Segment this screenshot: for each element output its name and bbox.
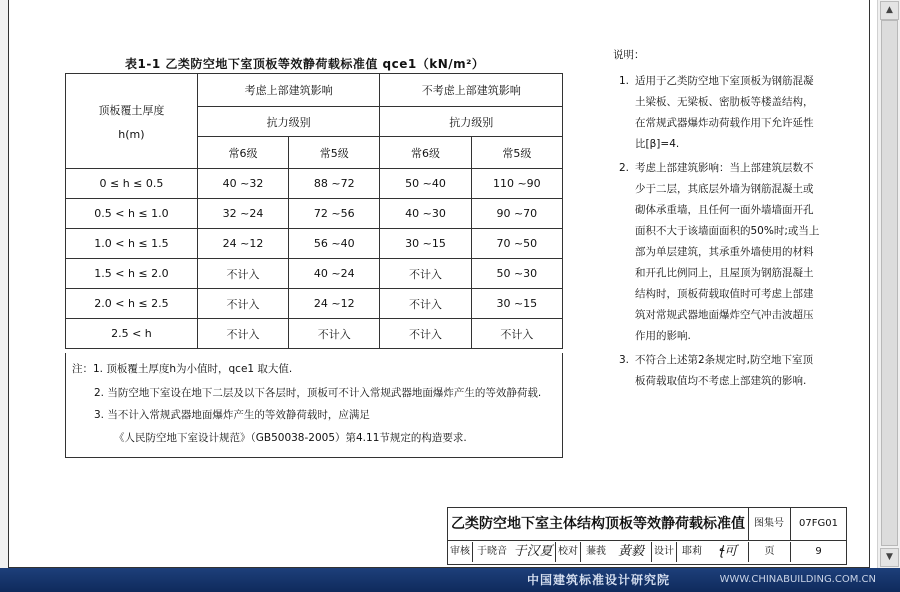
scroll-down-button[interactable]: ▼ — [880, 548, 899, 567]
explanation-line: 不符合上述第2条规定时,防空地下室顶 — [635, 354, 814, 366]
atlas-number: 07FG01 — [799, 518, 838, 529]
explanation-item — [613, 158, 843, 347]
table-row — [66, 259, 563, 289]
header-resist-level-1: 抗力级别 — [197, 107, 380, 137]
load-value: 30 ~15 — [471, 289, 562, 319]
load-value: 90 ~70 — [471, 199, 562, 229]
header-soil-depth — [66, 74, 198, 169]
check-label: 校对 — [556, 542, 581, 562]
load-value: 40 ~30 — [380, 199, 471, 229]
load-value: 40 ~32 — [197, 169, 288, 199]
load-value: 50 ~30 — [471, 259, 562, 289]
explanation-line: 少于二层，其底层外墙为钢筋混凝土或 — [635, 183, 814, 195]
load-value: 110 ~90 — [471, 169, 562, 199]
checker-signature: 黃毅 — [611, 542, 652, 562]
explanation-line: 在常规武器爆炸动荷载作用下允许延性 — [635, 117, 814, 129]
load-value: 不计入 — [380, 259, 471, 289]
explanation-line: 筑对常规武器地面爆炸空气冲击波超压 — [635, 309, 814, 321]
reviewer-signature: 于汉夏 — [511, 542, 556, 562]
depth-range: 2.5 < h — [66, 319, 198, 349]
table-title: 表1-1 乙类防空地下室顶板等效静荷载标准值 qce1（kN/m²） — [125, 57, 485, 71]
load-value: 50 ~40 — [380, 169, 471, 199]
checker-name: 蒹莪 — [586, 546, 606, 557]
load-value: 不计入 — [197, 289, 288, 319]
header-group-without-building: 不考虑上部建筑影响 — [380, 74, 563, 107]
atlas-label: 图集号 — [754, 518, 784, 529]
load-value: 72 ~56 — [289, 199, 380, 229]
explanation-line: 和开孔比例同上，且屋顶为钢筋混凝土 — [635, 267, 814, 279]
scroll-thumb[interactable] — [881, 20, 898, 546]
load-value: 30 ~15 — [380, 229, 471, 259]
review-label: 审核 — [448, 542, 473, 562]
explanation-line: 结构时，顶板荷载取值时可考虑上部建 — [635, 288, 814, 300]
header-level: 常5级 — [289, 137, 380, 169]
explanation-line: 比[β]=4. — [635, 138, 680, 150]
load-value: 40 ~24 — [289, 259, 380, 289]
explanation-line: 板荷载取值均不考虑上部建筑的影响. — [635, 375, 807, 387]
depth-range: 0.5 < h ≤ 1.0 — [66, 199, 198, 229]
explanation-item — [613, 71, 843, 155]
explanation-title: 说明： — [613, 49, 645, 61]
explanation-item — [613, 350, 843, 392]
load-value: 24 ~12 — [289, 289, 380, 319]
header-soil-depth-line1: 顶板覆土厚度 — [98, 103, 165, 117]
design-label: 设计 — [652, 542, 677, 562]
explanation-number: 2. — [619, 162, 630, 174]
drawing-sheet — [8, 0, 870, 568]
load-value: 不计入 — [289, 319, 380, 349]
header-level: 常5级 — [471, 137, 562, 169]
load-value: 56 ~40 — [289, 229, 380, 259]
table-row — [66, 319, 563, 349]
table-note: 2. 当防空地下室设在地下二层及以下各层时，顶板可不计入常规武器地面爆炸产生的等效静荷载. — [94, 387, 542, 399]
designer-name: 耶莉 — [682, 546, 702, 557]
load-value: 不计入 — [380, 319, 471, 349]
load-value: 不计入 — [380, 289, 471, 319]
load-table — [65, 73, 563, 349]
page-label: 页 — [749, 542, 791, 562]
explanation-line: 土梁板、无梁板、密肋板等楼盖结构， — [635, 96, 814, 108]
header-soil-depth-line2: h(m) — [118, 127, 145, 141]
title-block — [447, 507, 847, 565]
table-row — [66, 289, 563, 319]
load-value: 32 ~24 — [197, 199, 288, 229]
scroll-up-button[interactable]: ▲ — [880, 1, 899, 20]
table-row — [66, 169, 563, 199]
load-value: 不计入 — [197, 259, 288, 289]
depth-range: 2.0 < h ≤ 2.5 — [66, 289, 198, 319]
explanation-line: 适用于乙类防空地下室顶板为钢筋混凝 — [635, 75, 814, 87]
table-notes — [65, 353, 563, 458]
explanation-number: 1. — [619, 75, 630, 87]
explanation-line: 面积不大于该墙面面积的50%时;或当上 — [635, 225, 820, 237]
table-row — [66, 229, 563, 259]
depth-range: 1.0 < h ≤ 1.5 — [66, 229, 198, 259]
table-note: 《人民防空地下室设计规范》（GB50038-2005）第4.11节规定的构造要求. — [114, 432, 467, 444]
explanation-line: 部为单层建筑，其承重外墙使用的材料 — [635, 246, 814, 258]
load-value: 70 ~50 — [471, 229, 562, 259]
table-note: 3. 当不计入常规武器地面爆炸产生的等效静荷载时，应满足 — [94, 409, 370, 421]
header-resist-level-2: 抗力级别 — [380, 107, 563, 137]
explanation-line: 作用的影响. — [635, 330, 691, 342]
depth-range: 1.5 < h ≤ 2.0 — [66, 259, 198, 289]
designer-signature: ꞎ可 — [707, 542, 749, 562]
page-number: 9 — [815, 546, 822, 557]
load-value: 24 ~12 — [197, 229, 288, 259]
load-value: 不计入 — [471, 319, 562, 349]
depth-range: 0 ≤ h ≤ 0.5 — [66, 169, 198, 199]
load-value: 不计入 — [197, 319, 288, 349]
reviewer-name: 于晓音 — [477, 546, 507, 557]
header-level: 常6级 — [380, 137, 471, 169]
vertical-scrollbar[interactable] — [877, 0, 900, 568]
load-value: 88 ~72 — [289, 169, 380, 199]
explanation-line: 砌体承重墙，且任何一面外墙墙面开孔 — [635, 204, 814, 216]
explanation-section — [613, 45, 843, 392]
footer-brand: 中国建筑标准设计研究院 — [526, 573, 670, 587]
header-group-with-building: 考虑上部建筑影响 — [197, 74, 380, 107]
explanation-line: 考虑上部建筑影响：当上部建筑层数不 — [635, 162, 814, 174]
drawing-title: 乙类防空地下室主体结构顶板等效静荷载标准值 — [448, 508, 749, 541]
table-row — [66, 199, 563, 229]
explanation-number: 3. — [619, 354, 630, 366]
footer-banner — [0, 568, 900, 592]
header-level: 常6级 — [197, 137, 288, 169]
footer-url: WWW.CHINABUILDING.COM.CN — [719, 574, 876, 585]
table-note: 注：1. 顶板覆土厚度h为小值时，qce1 取大值. — [72, 363, 293, 375]
